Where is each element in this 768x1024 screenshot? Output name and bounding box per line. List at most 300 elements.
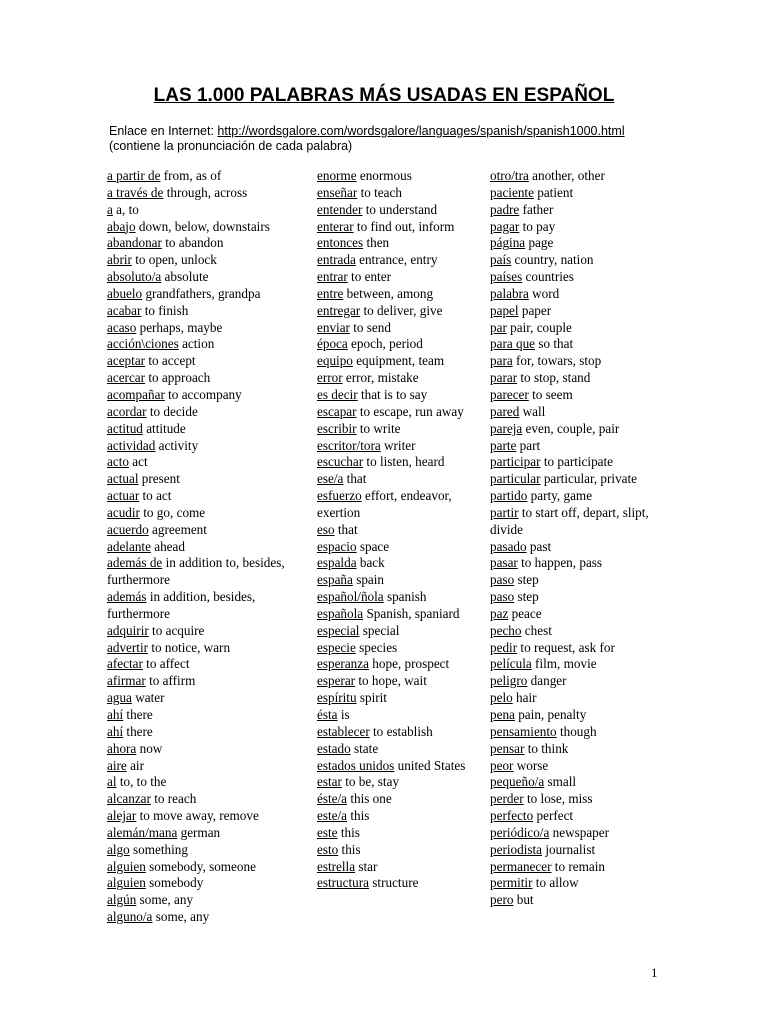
word-term: abajo [107,218,136,234]
word-entry [490,589,650,606]
word-translation: to find out, inform [353,218,455,234]
word-entry [107,185,307,202]
word-entry [490,892,650,909]
word-translation: to hope, wait [355,673,427,689]
word-translation: to allow [532,875,579,891]
word-term: esfuerzo [317,488,362,504]
word-term: afectar [107,656,143,672]
word-entry [317,808,489,825]
word-term: otro/tra [490,168,529,183]
word-term: entrada [317,252,356,268]
word-entry [317,303,489,320]
word-entry [107,471,307,488]
word-translation: paper [518,302,552,318]
word-translation: to listen, heard [363,454,445,470]
word-term: par [490,319,507,335]
word-translation: Spanish, spaniard [363,605,460,621]
word-entry [107,808,307,825]
word-term: alejar [107,808,137,824]
word-term: periodista [490,841,543,857]
word-translation: to act [139,488,172,504]
word-entry [107,269,307,286]
word-term: pedir [490,639,518,655]
word-entry [107,623,307,640]
word-entry [490,421,650,438]
word-entry [490,320,650,337]
word-translation: air [126,757,144,773]
word-entry [107,673,307,690]
word-entry [317,656,489,673]
word-translation: equipment, team [352,353,445,369]
word-translation: some, any [136,892,194,908]
word-term: espacio [317,538,357,554]
word-entry [317,370,489,387]
word-term: acordar [107,403,147,419]
word-term: permitir [490,875,533,891]
word-term: abuelo [107,285,143,301]
word-term: peor [490,757,514,773]
word-term: actividad [107,437,156,453]
word-translation: part [516,437,541,453]
word-term: pasado [490,538,527,554]
word-entry [490,219,650,236]
word-term: alguno/a [107,909,153,925]
word-translation: this [337,824,360,840]
word-term: página [490,235,526,251]
word-term: actuar [107,488,140,504]
word-translation: to acquire [148,622,205,638]
word-column-2 [317,168,489,892]
word-translation: to participate [540,454,614,470]
word-term: países [490,269,523,285]
word-term: actitud [107,420,143,436]
word-translation: step [514,589,539,605]
word-entry [317,724,489,741]
word-term: entrar [317,269,348,285]
word-term: entre [317,285,344,301]
word-entry [317,555,489,572]
word-entry [490,539,650,556]
word-entry [317,707,489,724]
word-entry [490,505,650,539]
word-term: paz [490,605,509,621]
word-entry [490,724,650,741]
word-entry [490,185,650,202]
word-translation: star [355,858,378,874]
word-entry [317,438,489,455]
word-term: papel [490,302,519,318]
word-translation: but [513,892,534,908]
word-translation: hope, prospect [368,656,450,672]
word-term: ahí [107,707,124,722]
word-entry [107,387,307,404]
word-entry [107,168,307,185]
word-translation: there [123,723,153,739]
word-entry [490,791,650,808]
word-entry [317,353,489,370]
word-term: escritor/tora [317,437,381,453]
word-entry [490,303,650,320]
word-entry [107,219,307,236]
word-term: agua [107,690,132,706]
word-term: paso [490,589,515,605]
word-translation: to abandon [161,235,224,251]
word-translation: grandfathers, grandpa [142,285,261,301]
word-entry [490,572,650,589]
word-entry [317,471,489,488]
word-entry [490,707,650,724]
word-term: este/a [317,808,348,824]
word-term: eso [317,521,335,537]
word-term: a partir de [107,168,161,183]
word-term: equipo [317,353,353,369]
word-entry [107,320,307,337]
word-translation: perhaps, maybe [136,319,223,335]
word-term: algún [107,892,137,908]
word-translation: agreement [148,521,207,537]
word-entry [490,656,650,673]
word-term: perfecto [490,808,534,824]
word-term: algo [107,841,130,857]
word-entry [317,219,489,236]
word-term: acercar [107,370,146,386]
word-entry [107,892,307,909]
word-entry [107,303,307,320]
word-entry [317,522,489,539]
word-term: alcanzar [107,791,151,807]
word-entry [317,252,489,269]
word-term: espíritu [317,690,357,706]
word-translation: attitude [142,420,186,436]
word-translation: state [350,740,379,756]
word-translation: to decide [146,403,198,419]
word-entry [490,808,650,825]
word-entry [317,539,489,556]
word-term: además [107,589,147,605]
word-translation: to lose, miss [523,791,593,807]
word-entry [490,842,650,859]
word-term: aire [107,757,127,773]
word-entry [317,774,489,791]
word-term: perder [490,791,524,807]
word-term: acuerdo [107,521,149,537]
word-term: estados unidos [317,757,395,773]
word-term: establecer [317,723,370,739]
word-translation: enormous [356,168,412,183]
word-term: padre [490,201,520,217]
word-term: alguien [107,875,146,891]
word-term: permanecer [490,858,552,874]
word-translation: to stop, stand [517,370,591,386]
word-translation: that [343,471,367,487]
word-term: pagar [490,218,520,234]
word-translation: patient [533,184,574,200]
word-translation: act [128,454,148,470]
word-entry [107,825,307,842]
word-entry [107,421,307,438]
word-entry [107,404,307,421]
word-term: al [107,774,117,790]
word-entry [490,387,650,404]
word-translation: something [129,841,188,857]
word-translation: there [123,707,153,722]
word-entry [317,875,489,892]
word-term: pero [490,892,514,908]
word-entry [107,707,307,724]
word-entry [490,286,650,303]
word-translation: to affect [142,656,190,672]
word-entry [317,387,489,404]
word-entry [490,640,650,657]
word-translation: film, movie [531,656,597,672]
word-translation: in addition to, besides, furthermore [107,555,285,588]
word-entry [317,640,489,657]
word-entry [317,842,489,859]
word-term: particular [490,471,541,487]
word-translation: hair [512,690,537,706]
word-entry [317,758,489,775]
word-term: acto [107,454,129,470]
word-entry [317,623,489,640]
word-translation: to happen, pass [517,555,603,571]
word-entry [317,859,489,876]
word-term: pasar [490,555,518,571]
word-translation: german [177,824,221,840]
word-translation: activity [155,437,199,453]
word-translation: action [178,336,215,352]
word-translation: to finish [141,302,189,318]
word-term: advertir [107,639,149,655]
word-term: a [107,201,113,217]
page-title: LAS 1.000 PALABRAS MÁS USADAS EN ESPAÑOL [153,85,615,106]
word-translation: to establish [369,723,433,739]
word-term: españa [317,572,353,588]
word-term: parar [490,370,518,386]
word-entry [107,589,307,623]
word-entry [107,488,307,505]
word-entry [490,555,650,572]
word-term: acción\ciones [107,336,179,352]
word-translation: father [519,201,554,217]
word-entry [107,438,307,455]
word-translation: to go, come [139,504,206,520]
word-translation: then [363,235,390,251]
word-entry [490,454,650,471]
word-term: especie [317,639,356,655]
word-term: esperanza [317,656,369,672]
word-entry [107,842,307,859]
word-term: entregar [317,302,361,318]
word-term: enorme [317,168,357,183]
word-translation: to understand [362,201,438,217]
word-entry [107,353,307,370]
word-entry [317,168,489,185]
word-term: enseñar [317,184,358,200]
word-translation: party, game [527,488,593,504]
word-entry [317,825,489,842]
word-translation: to send [349,319,391,335]
word-entry [107,370,307,387]
word-translation: wall [519,403,546,419]
word-term: partido [490,488,528,504]
word-translation: this [347,808,370,824]
word-term: partir [490,504,519,520]
word-translation: particular, private [540,471,638,487]
word-term: para [490,353,513,369]
word-translation: that [334,521,358,537]
word-term: error [317,370,343,386]
word-term: entonces [317,235,364,251]
word-entry [317,606,489,623]
word-term: participar [490,454,541,470]
word-entry [107,555,307,589]
word-entry [317,421,489,438]
word-term: abandonar [107,235,162,251]
word-entry [107,909,307,926]
word-term: entender [317,201,363,217]
page-number: 1 [651,965,658,980]
word-entry [490,269,650,286]
word-entry [490,252,650,269]
word-term: es decir [317,386,358,402]
word-term: ese/a [317,471,344,487]
word-translation: to enter [347,269,391,285]
word-term: ahora [107,740,137,756]
word-translation: species [355,639,398,655]
word-translation: epoch, period [347,336,423,352]
word-entry [107,505,307,522]
word-term: enviar [317,319,350,335]
word-translation: to pay [519,218,556,234]
word-entry [107,859,307,876]
word-translation: writer [380,437,416,453]
word-translation: this one [347,791,392,807]
word-translation: that is to say [357,386,428,402]
word-entry [317,320,489,337]
word-term: especial [317,622,360,638]
word-term: esto [317,841,339,857]
word-term: pena [490,707,515,722]
word-entry [107,656,307,673]
word-entry [317,572,489,589]
word-term: acaso [107,319,137,335]
word-translation: present [138,471,180,487]
word-entry [317,404,489,421]
word-translation: past [526,538,552,554]
word-translation: another, other [528,168,605,183]
word-entry [107,235,307,252]
word-term: estructura [317,875,369,891]
word-entry [317,202,489,219]
word-translation: to escape, run away [356,403,464,419]
word-translation: perfect [533,808,574,824]
word-term: abrir [107,252,132,268]
word-entry [490,690,650,707]
word-entry [490,875,650,892]
word-entry [317,286,489,303]
word-translation: to remain [551,858,605,874]
word-translation: to teach [357,184,402,200]
word-entry [490,758,650,775]
word-term: acudir [107,504,140,520]
word-translation: this [338,841,361,857]
word-entry [490,438,650,455]
word-term: aceptar [107,353,146,369]
word-entry [107,640,307,657]
word-term: ahí [107,723,124,739]
link-url[interactable]: http://wordsgalore.com/wordsgalore/languages/spanish/spanish1000.html [217,124,625,138]
word-term: éste/a [317,791,348,807]
word-entry [317,185,489,202]
word-term: paciente [490,184,534,200]
word-entry [490,606,650,623]
word-term: pequeño/a [490,774,545,790]
word-entry [107,791,307,808]
word-translation: down, below, downstairs [135,218,270,234]
internet-link-line [109,124,625,138]
word-entry [490,825,650,842]
word-translation: to approach [145,370,211,386]
word-translation: peace [508,605,542,621]
word-translation: to open, unlock [131,252,217,268]
word-term: parte [490,437,517,453]
word-entry [317,235,489,252]
word-entry [317,454,489,471]
word-term: enterar [317,218,354,234]
word-term: pensar [490,740,525,756]
word-translation: effort, endeavor, exertion [317,488,452,520]
word-entry [490,235,650,252]
word-term: este [317,824,338,840]
word-term: escuchar [317,454,364,470]
word-term: alemán/mana [107,824,178,840]
word-translation: to accompany [164,386,242,402]
word-entry [490,336,650,353]
word-term: paso [490,572,515,588]
word-entry [107,690,307,707]
word-translation: between, among [343,285,434,301]
word-entry [107,724,307,741]
word-entry [490,774,650,791]
word-entry [317,336,489,353]
word-entry [317,741,489,758]
word-term: ésta [317,707,338,722]
word-translation: pain, penalty [514,707,587,722]
word-term: acabar [107,302,142,318]
word-term: pareja [490,420,523,436]
word-term: afirmar [107,673,146,689]
word-entry [107,202,307,219]
word-translation: to request, ask for [517,639,615,655]
word-entry [317,791,489,808]
word-translation: to write [356,420,401,436]
word-term: actual [107,471,139,487]
word-translation: special [359,622,400,638]
word-translation: in addition, besides, furthermore [107,589,256,621]
pronunciation-note: (contiene la pronunciación de cada palabra) [109,139,353,153]
word-translation: to move away, remove [136,808,259,824]
word-entry [107,454,307,471]
word-term: pecho [490,622,522,638]
word-translation: error, mistake [342,370,419,386]
word-translation: some, any [152,909,210,925]
word-entry [490,741,650,758]
word-translation: newspaper [549,824,610,840]
word-translation: to notice, warn [148,639,231,655]
word-term: espalda [317,555,357,571]
word-term: película [490,656,532,672]
word-entry [107,252,307,269]
